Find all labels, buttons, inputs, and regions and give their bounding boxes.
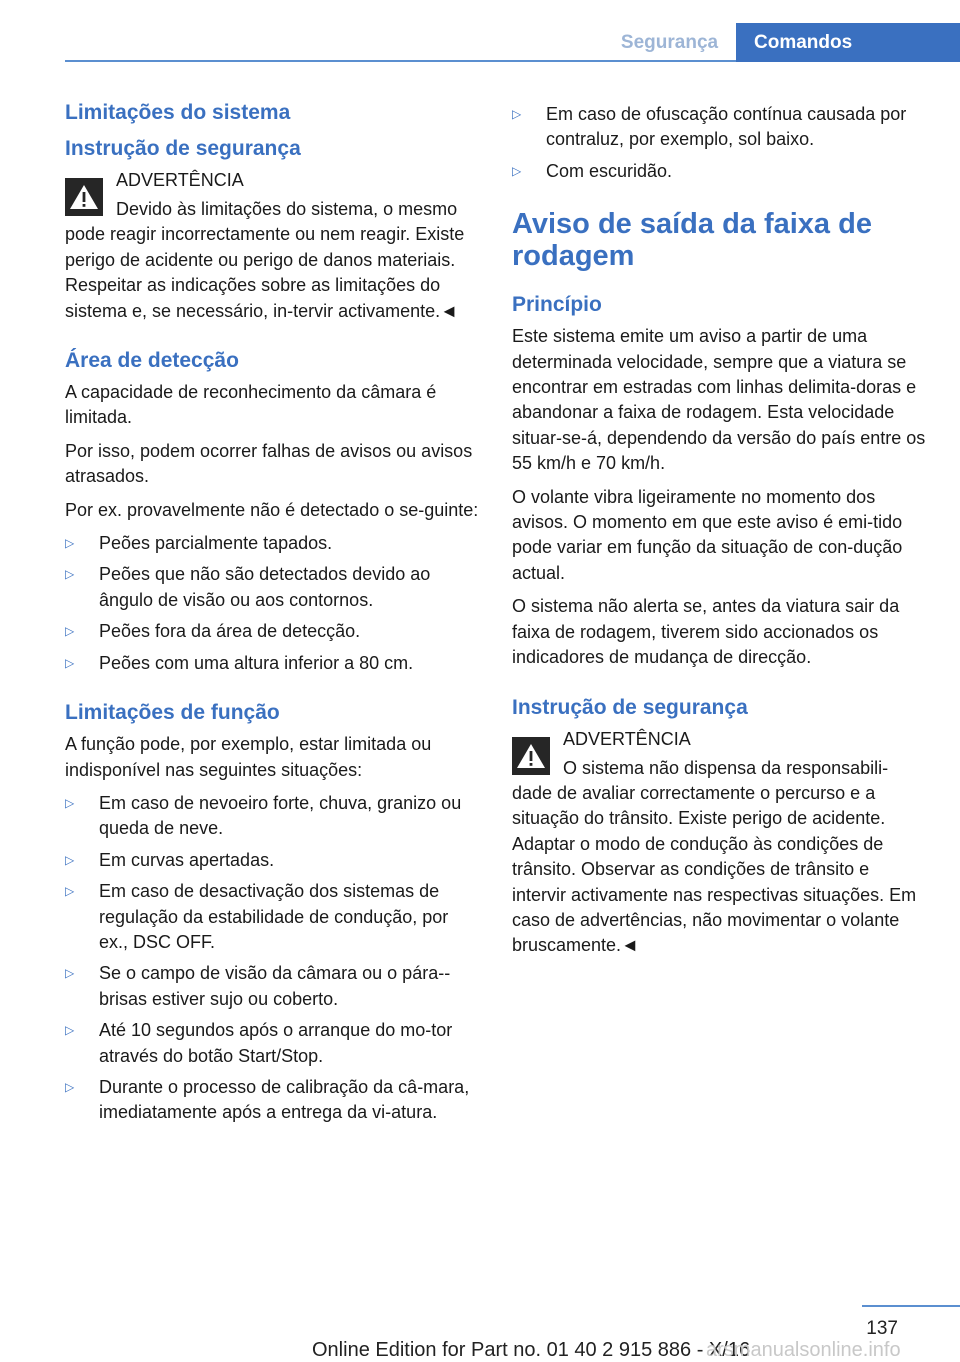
- warning-triangle-icon: [65, 178, 103, 216]
- footer-rule: [862, 1305, 960, 1307]
- right-column: [512, 102, 926, 967]
- bullet-triangle-icon: ▷: [65, 624, 75, 639]
- heading-instrucao-seguranca-2: Instrução de segurança: [512, 695, 748, 719]
- list-item: ▷ Se o campo de visão da câmara ou o pára--brisas estiver sujo ou coberto.: [65, 963, 451, 1009]
- list-item: ▷ Peões com uma altura inferior a 80 cm.: [65, 651, 480, 676]
- list-item: ▷ Em caso de desactivação dos sistemas de regulação da estabilidade de condução, por ex., DSC OFF.: [65, 881, 449, 952]
- list-item: ▷ Em curvas apertadas.: [65, 848, 480, 873]
- list-item: ▷ Peões fora da área de detecção.: [65, 619, 480, 644]
- heading-area-deteccao: Área de detecção: [65, 349, 239, 373]
- warning-triangle-icon: [512, 737, 550, 775]
- heading-instrucao-seguranca: Instrução de segurança: [65, 137, 301, 160]
- paragraph: O sistema não alerta se, antes da viatura sair da faixa de rodagem, tiverem sido accionados os indicadores de mudança de direcção.: [512, 596, 900, 668]
- paragraph: A função pode, por exemplo, estar limitada ou indisponível nas seguintes situações:: [65, 734, 432, 780]
- paragraph: A capacidade de reconhecimento da câmara é limitada.: [65, 382, 437, 428]
- bullet-triangle-icon: ▷: [65, 567, 75, 582]
- heading-principio: Princípio: [512, 293, 602, 317]
- left-column: [65, 100, 480, 1134]
- warning-block-2: [512, 727, 926, 959]
- heading-limitacoes-funcao: Limitações de função: [65, 701, 280, 725]
- list-item: ▷ Com escuridão.: [512, 159, 926, 184]
- heading-aviso-saida-faixa: Aviso de saída da faixa de rodagem: [512, 208, 872, 273]
- page-number: 137: [866, 1318, 898, 1339]
- paragraph: O volante vibra ligeiramente no momento dos avisos. O momento em que este aviso é emi-tido pode variar em função da situação de con-dução actual.: [512, 486, 903, 583]
- paragraph: Este sistema emite um aviso a partir de uma determinada velocidade, sempre que a viatura se encontrar em estradas com linhas delimita-doras e abandonar a faixa de rodagem. Esta velocidade situar-se-á, dependendo da versão do país entre os 55 km/h e 70 km/h.: [512, 326, 926, 474]
- bullet-triangle-icon: ▷: [65, 655, 75, 670]
- warning-block-1: [65, 168, 480, 324]
- warning-title: ADVERTÊNCIA: [116, 170, 244, 190]
- bullet-triangle-icon: ▷: [512, 163, 522, 178]
- bullet-triangle-icon: ▷: [65, 884, 75, 899]
- warning-text: Devido às limitações do sistema, o mesmo pode reagir incorrectamente ou nem reagir. Existe perigo de acidente ou perigo de danos materiais. Respeitar as indicações sobre as limitações do sistema e, se necessário, in-tervir activamente.◄: [65, 199, 465, 321]
- bullet-triangle-icon: ▷: [65, 1023, 75, 1038]
- warning-title: ADVERTÊNCIA: [563, 728, 691, 749]
- bullet-list-detection: [65, 531, 480, 676]
- paragraph: Por isso, podem ocorrer falhas de avisos ou avisos atrasados.: [65, 440, 473, 487]
- list-item: ▷ Peões que não são detectados devido ao ângulo de visão ou aos contornos.: [65, 564, 431, 610]
- bullet-list-function: [65, 791, 480, 1126]
- paragraph: Por ex. provavelmente não é detectado o se-guinte:: [65, 499, 479, 520]
- list-item: ▷ Até 10 segundos após o arranque do mo-tor através do botão Start/Stop.: [65, 1020, 453, 1066]
- warning-text: O sistema não dispensa da responsabili-dade de avaliar correctamente o percurso e a situação do trânsito. Existe perigo de acidente. Adaptar o modo de condução às condições de trânsito. Observar as condições de trânsito e intervir activamente nas respectivas situações. Em caso de advertências, não movimentar o volante bruscamente.◄: [512, 757, 917, 956]
- list-item: ▷ Peões parcialmente tapados.: [65, 531, 480, 556]
- bullet-triangle-icon: ▷: [65, 1079, 75, 1094]
- list-item: ▷ Em caso de nevoeiro forte, chuva, granizo ou queda de neve.: [65, 792, 462, 839]
- bullet-triangle-icon: ▷: [65, 966, 75, 981]
- bullet-triangle-icon: ▷: [65, 536, 75, 551]
- tab-comandos[interactable]: Comandos: [736, 23, 960, 62]
- bullet-triangle-icon: ▷: [512, 107, 522, 121]
- watermark: arsmanualsonline.info: [706, 1339, 901, 1361]
- edition-footer: Online Edition for Part no. 01 40 2 915 886 - X/16: [312, 1339, 751, 1361]
- bullet-list-continued: [512, 102, 926, 184]
- heading-limitacoes-sistema: Limitações do sistema: [65, 101, 291, 124]
- bullet-triangle-icon: ▷: [65, 795, 75, 810]
- tab-seguranca[interactable]: Segurança: [620, 32, 719, 53]
- bullet-triangle-icon: ▷: [65, 852, 75, 867]
- list-item: ▷ Em caso de ofuscação contínua causada por contraluz, por exemplo, sol baixo.: [512, 104, 907, 150]
- list-item: ▷ Durante o processo de calibração da câ-mara, imediatamente após a entrega da vi-atura.: [65, 1076, 470, 1123]
